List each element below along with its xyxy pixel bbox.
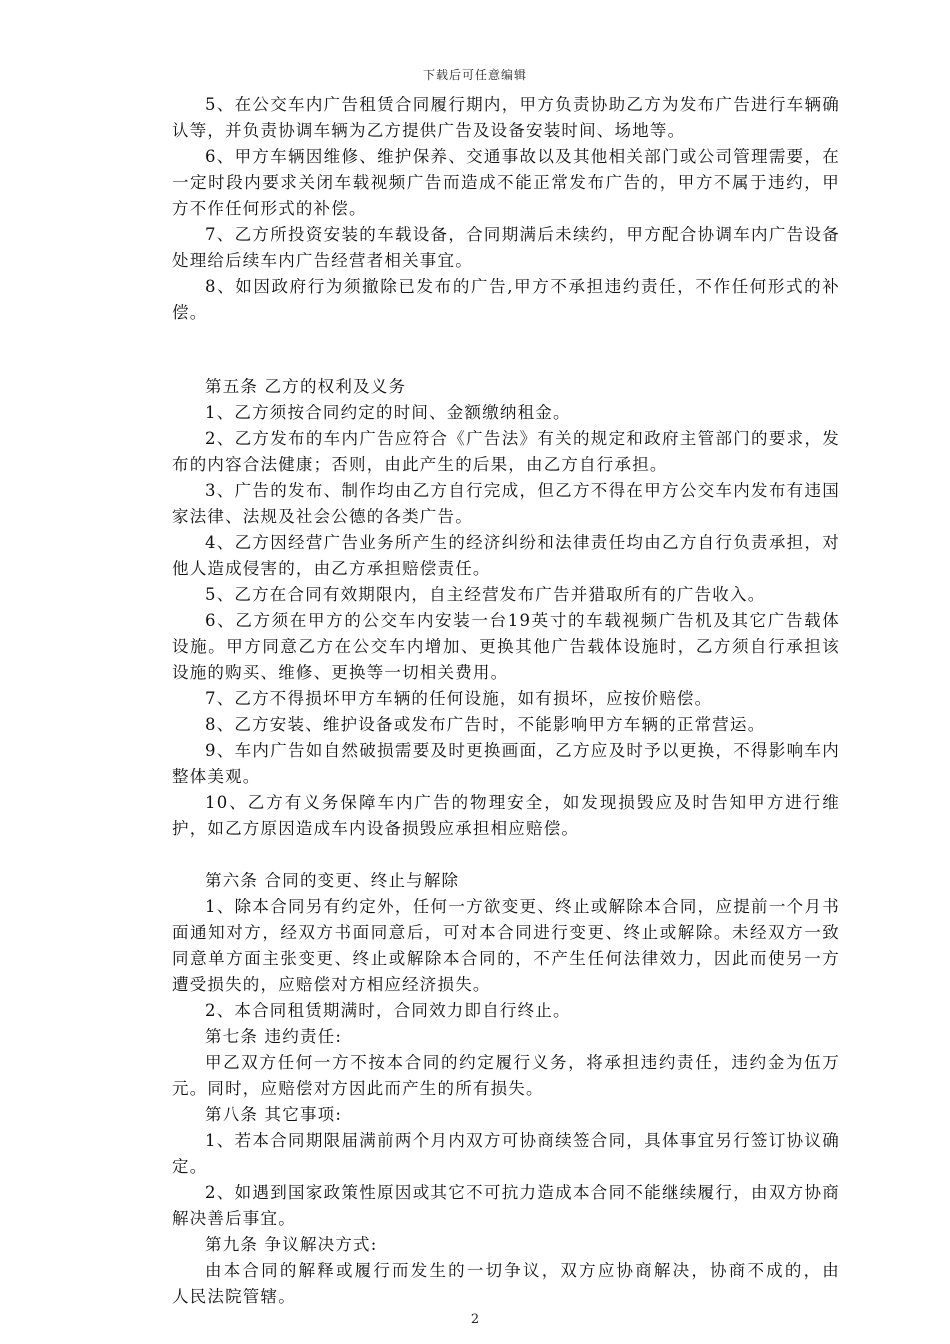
article-5-item: 5、乙方在合同有效期限内，自主经营发布广告并猎取所有的广告收入。: [205, 585, 766, 604]
clause-paragraph: 5、在公交车内广告租赁合同履行期内，甲方负责协助乙方为发布广告进行车辆确认等，并负责协调车辆为乙方提供广告及设备安装时间、场地等。: [172, 95, 840, 140]
article-5-item: 8、乙方安装、维护设备或发布广告时，不能影响甲方车辆的正常营运。: [205, 715, 766, 734]
article-8-item: 1、若本合同期限届满前两个月内双方可协商续签合同，具体事宜另行签订协议确定。: [172, 1131, 840, 1176]
article-7-item: 甲乙双方任何一方不按本合同的约定履行义务，将承担违约责任，违约金为伍万元。同时，应赔偿对方因此而产生的所有损失。: [172, 1053, 840, 1098]
article-9-item: 由本合同的解释或履行而发生的一切争议，双方应协商解决，协商不成的，由 人民法院管辖。: [172, 1261, 892, 1306]
article-5-item: 7、乙方不得损坏甲方车辆的任何设施，如有损坏，应按价赔偿。: [205, 689, 713, 708]
article-5-title: 第五条 乙方的权利及义务: [205, 377, 407, 396]
clause-paragraph: 6、甲方车辆因维修、维护保养、交通事故以及其他相关部门或公司管理需要，在一定时段内要求关闭车载视频广告而造成不能正常发布广告的，甲方不属于违约，甲方不作任何形式的补偿。: [172, 147, 840, 218]
article-5-item: 1、乙方须按合同约定的时间、金额缴纳租金。: [205, 403, 571, 422]
page-header: 下载后可任意编辑: [422, 68, 527, 82]
article-6-title: 第六条 合同的变更、终止与解除: [205, 871, 460, 890]
article-6-item: 2、本合同租赁期满时，合同效力即自行终止。: [205, 1001, 571, 1020]
article-5-item: 9、车内广告如自然破损需要及时更换画面，乙方应及时予以更换，不得影响车内整体美观。: [172, 741, 840, 786]
article-5-item: 3、广告的发布、制作均由乙方自行完成，但乙方不得在甲方公交车内发布有违国家法律、法规及社会公德的各类广告。: [172, 481, 840, 526]
document-body: [172, 92, 892, 1310]
article-9-title: 第九条 争议解决方式:: [205, 1235, 378, 1254]
article-5-item: 2、乙方发布的车内广告应符合《广告法》有关的规定和政府主管部门的要求，发布的内容合法健康；否则，由此产生的后果，由乙方自行承担。: [172, 429, 840, 474]
clause-paragraph: 7、乙方所投资安装的车载设备，合同期满后未续约，甲方配合协调车内广告设备处理给后续车内广告经营者相关事宜。: [172, 225, 840, 270]
page-number: 2: [470, 1312, 480, 1327]
article-8-item: 2、如遇到国家政策性原因或其它不可抗力造成本合同不能继续履行，由双方协商解决善后事宜。: [172, 1183, 840, 1228]
article-7-title: 第七条 违约责任:: [205, 1027, 343, 1046]
clause-paragraph: 8、如因政府行为须撤除已发布的广告,甲方不承担违约责任，不作任何形式的补偿。: [172, 277, 840, 322]
article-5-item: 6、乙方须在甲方的公交车内安装一台19英寸的车载视频广告机及其它广告载体设施。甲方同意乙方在公交车内增加、更换其他广告载体设施时，乙方须自行承担该设施的购买、维修、更换等一切相关费用。: [172, 611, 840, 682]
article-8-title: 第八条 其它事项:: [205, 1105, 343, 1124]
article-6-item: 1、除本合同另有约定外，任何一方欲变更、终止或解除本合同，应提前一个月书面通知对方，经双方书面同意后，可对本合同进行变更、终止或解除。未经双方一致同意单方面主张变更、终止或解除本合同的，不产生任何法律效力，因此而使另一方遭受损失的，应赔偿对方相应经济损失。: [172, 897, 840, 994]
article-5-item: 10、乙方有义务保障车内广告的物理安全，如发现损毁应及时告知甲方进行维护，如乙方原因造成车内设备损毁应承担相应赔偿。: [172, 793, 840, 838]
article-5-item: 4、乙方因经营广告业务所产生的经济纠纷和法律责任均由乙方自行负责承担，对他人造成侵害的，由乙方承担赔偿责任。: [172, 533, 840, 578]
